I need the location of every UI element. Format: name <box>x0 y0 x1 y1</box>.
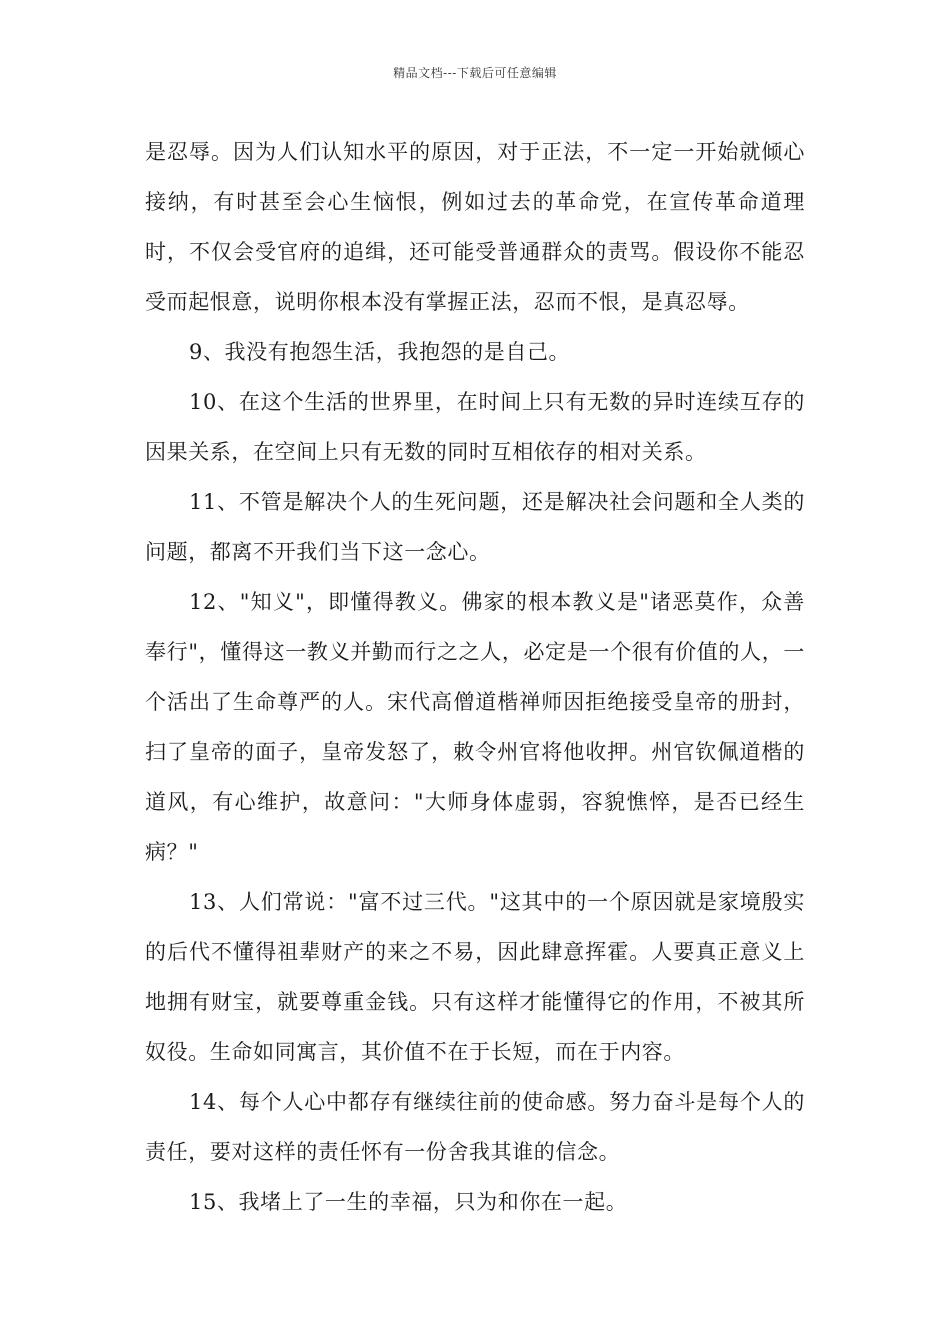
paragraph-item-11: 11、不管是解决个人的生死问题，还是解决社会问题和全人类的问题，都离不开我们当下这一念心。 <box>145 490 805 564</box>
paragraph-item-14: 14、每个人心中都存有继续往前的使命感。努力奋斗是每个人的责任，要对这样的责任怀有一份舍我其谁的信念。 <box>145 1090 805 1164</box>
paragraph-item-9: 9、我没有抱怨生活，我抱怨的是自己。 <box>189 340 571 364</box>
paragraph-continuation: 是忍辱。因为人们认知水平的原因，对于正法，不一定一开始就倾心接纳，有时甚至会心生恼恨，例如过去的革命党，在宣传革命道理时，不仅会受官府的追缉，还可能受普通群众的责骂。假设你不能忍受而起恨意，说明你根本没有掌握正法，忍而不恨，是真忍辱。 <box>145 140 805 314</box>
paragraph-item-15: 15、我堵上了一生的幸福，只为和你在一起。 <box>189 1190 628 1214</box>
paragraph-item-12: 12、"知义"，即懂得教义。佛家的根本教义是"诸恶莫作，众善奉行"，懂得这一教义并勤而行之之人，必定是一个很有价值的人，一个活出了生命尊严的人。宋代高僧道楷禅师因拒绝接受皇帝的册封，扫了皇帝的面子，皇帝发怒了，敕令州官将他收押。州官钦佩道楷的道风，有心维护，故意问："大师身体虚弱，容貌憔悴，是否已经生病？" <box>145 590 805 864</box>
document-body <box>145 127 805 1227</box>
paragraph-item-10: 10、在这个生活的世界里，在时间上只有无数的异时连续互存的因果关系，在空间上只有无数的同时互相依存的相对关系。 <box>145 390 805 464</box>
page-header: 精品文档---下载后可任意编辑 <box>393 66 557 80</box>
paragraph-item-13: 13、人们常说："富不过三代。"这其中的一个原因就是家境殷实的后代不懂得祖辈财产的来之不易，因此肆意挥霍。人要真正意义上地拥有财宝，就要尊重金钱。只有这样才能懂得它的作用，不被其所奴役。生命如同寓言，其价值不在于长短，而在于内容。 <box>145 890 805 1064</box>
